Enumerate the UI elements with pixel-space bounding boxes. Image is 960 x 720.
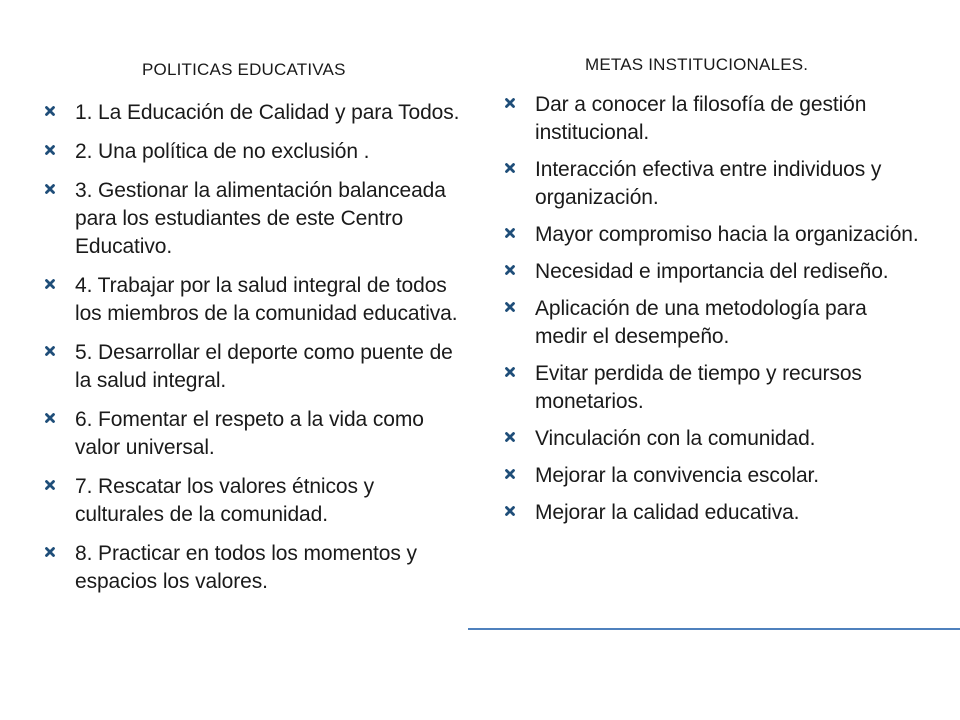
x-mark-icon bbox=[44, 144, 56, 156]
politica-item-3 bbox=[44, 177, 468, 261]
x-mark-icon bbox=[504, 162, 516, 174]
politica-item-text: 4. Trabajar por la salud integral de todos los miembros de la comunidad educativa. bbox=[75, 274, 458, 325]
x-mark-icon bbox=[504, 431, 516, 443]
horizontal-rule bbox=[468, 628, 960, 630]
x-mark-icon bbox=[44, 105, 56, 117]
meta-item-7 bbox=[504, 425, 924, 453]
x-mark-icon bbox=[44, 183, 56, 195]
meta-item-text: Dar a conocer la filosofía de gestión institucional. bbox=[535, 93, 867, 144]
meta-item-text: Mejorar la calidad educativa. bbox=[535, 501, 800, 524]
politica-item-text: 3. Gestionar la alimentación balanceada para los estudiantes de este Centro Educativo. bbox=[75, 179, 446, 258]
x-mark-icon bbox=[504, 301, 516, 313]
politica-item-5 bbox=[44, 339, 468, 395]
x-mark-icon bbox=[44, 479, 56, 491]
x-mark-icon bbox=[44, 345, 56, 357]
politica-item-text: 6. Fomentar el respeto a la vida como valor universal. bbox=[75, 408, 424, 459]
meta-item-text: Mejorar la convivencia escolar. bbox=[535, 464, 820, 487]
meta-item-text: Interacción efectiva entre individuos y organización. bbox=[535, 158, 882, 209]
politica-item-4 bbox=[44, 272, 468, 328]
meta-item-text: Evitar perdida de tiempo y recursos monetarios. bbox=[535, 362, 862, 413]
meta-item-6 bbox=[504, 360, 924, 416]
x-mark-icon bbox=[44, 412, 56, 424]
politicas-educativas-heading: POLITICAS EDUCATIVAS bbox=[142, 60, 346, 79]
x-mark-icon bbox=[504, 97, 516, 109]
politica-item-2 bbox=[44, 138, 468, 166]
x-mark-icon bbox=[504, 505, 516, 517]
x-mark-icon bbox=[504, 468, 516, 480]
politica-item-text: 2. Una política de no exclusión . bbox=[75, 140, 370, 163]
x-mark-icon bbox=[504, 366, 516, 378]
meta-item-8 bbox=[504, 462, 924, 490]
politica-item-8 bbox=[44, 540, 468, 596]
meta-item-5 bbox=[504, 295, 924, 351]
meta-item-3 bbox=[504, 221, 924, 249]
meta-item-text: Mayor compromiso hacia la organización. bbox=[535, 223, 919, 246]
meta-item-text: Vinculación con la comunidad. bbox=[535, 427, 816, 450]
politica-item-text: 1. La Educación de Calidad y para Todos. bbox=[75, 101, 460, 124]
politica-item-1 bbox=[44, 99, 468, 127]
meta-item-4 bbox=[504, 258, 924, 286]
meta-item-1 bbox=[504, 91, 924, 147]
metas-institucionales-heading: METAS INSTITUCIONALES. bbox=[585, 55, 809, 74]
x-mark-icon bbox=[44, 546, 56, 558]
politica-item-text: 8. Practicar en todos los momentos y espacios los valores. bbox=[75, 542, 417, 593]
politica-item-text: 7. Rescatar los valores étnicos y culturales de la comunidad. bbox=[75, 475, 374, 526]
politicas-list bbox=[44, 99, 468, 607]
politica-item-text: 5. Desarrollar el deporte como puente de la salud integral. bbox=[75, 341, 453, 392]
politica-item-6 bbox=[44, 406, 468, 462]
meta-item-text: Necesidad e importancia del rediseño. bbox=[535, 260, 889, 283]
x-mark-icon bbox=[44, 278, 56, 290]
meta-item-text: Aplicación de una metodología para medir el desempeño. bbox=[535, 297, 867, 348]
meta-item-2 bbox=[504, 156, 924, 212]
x-mark-icon bbox=[504, 227, 516, 239]
metas-list bbox=[504, 91, 924, 536]
politica-item-7 bbox=[44, 473, 468, 529]
meta-item-9 bbox=[504, 499, 924, 527]
x-mark-icon bbox=[504, 264, 516, 276]
